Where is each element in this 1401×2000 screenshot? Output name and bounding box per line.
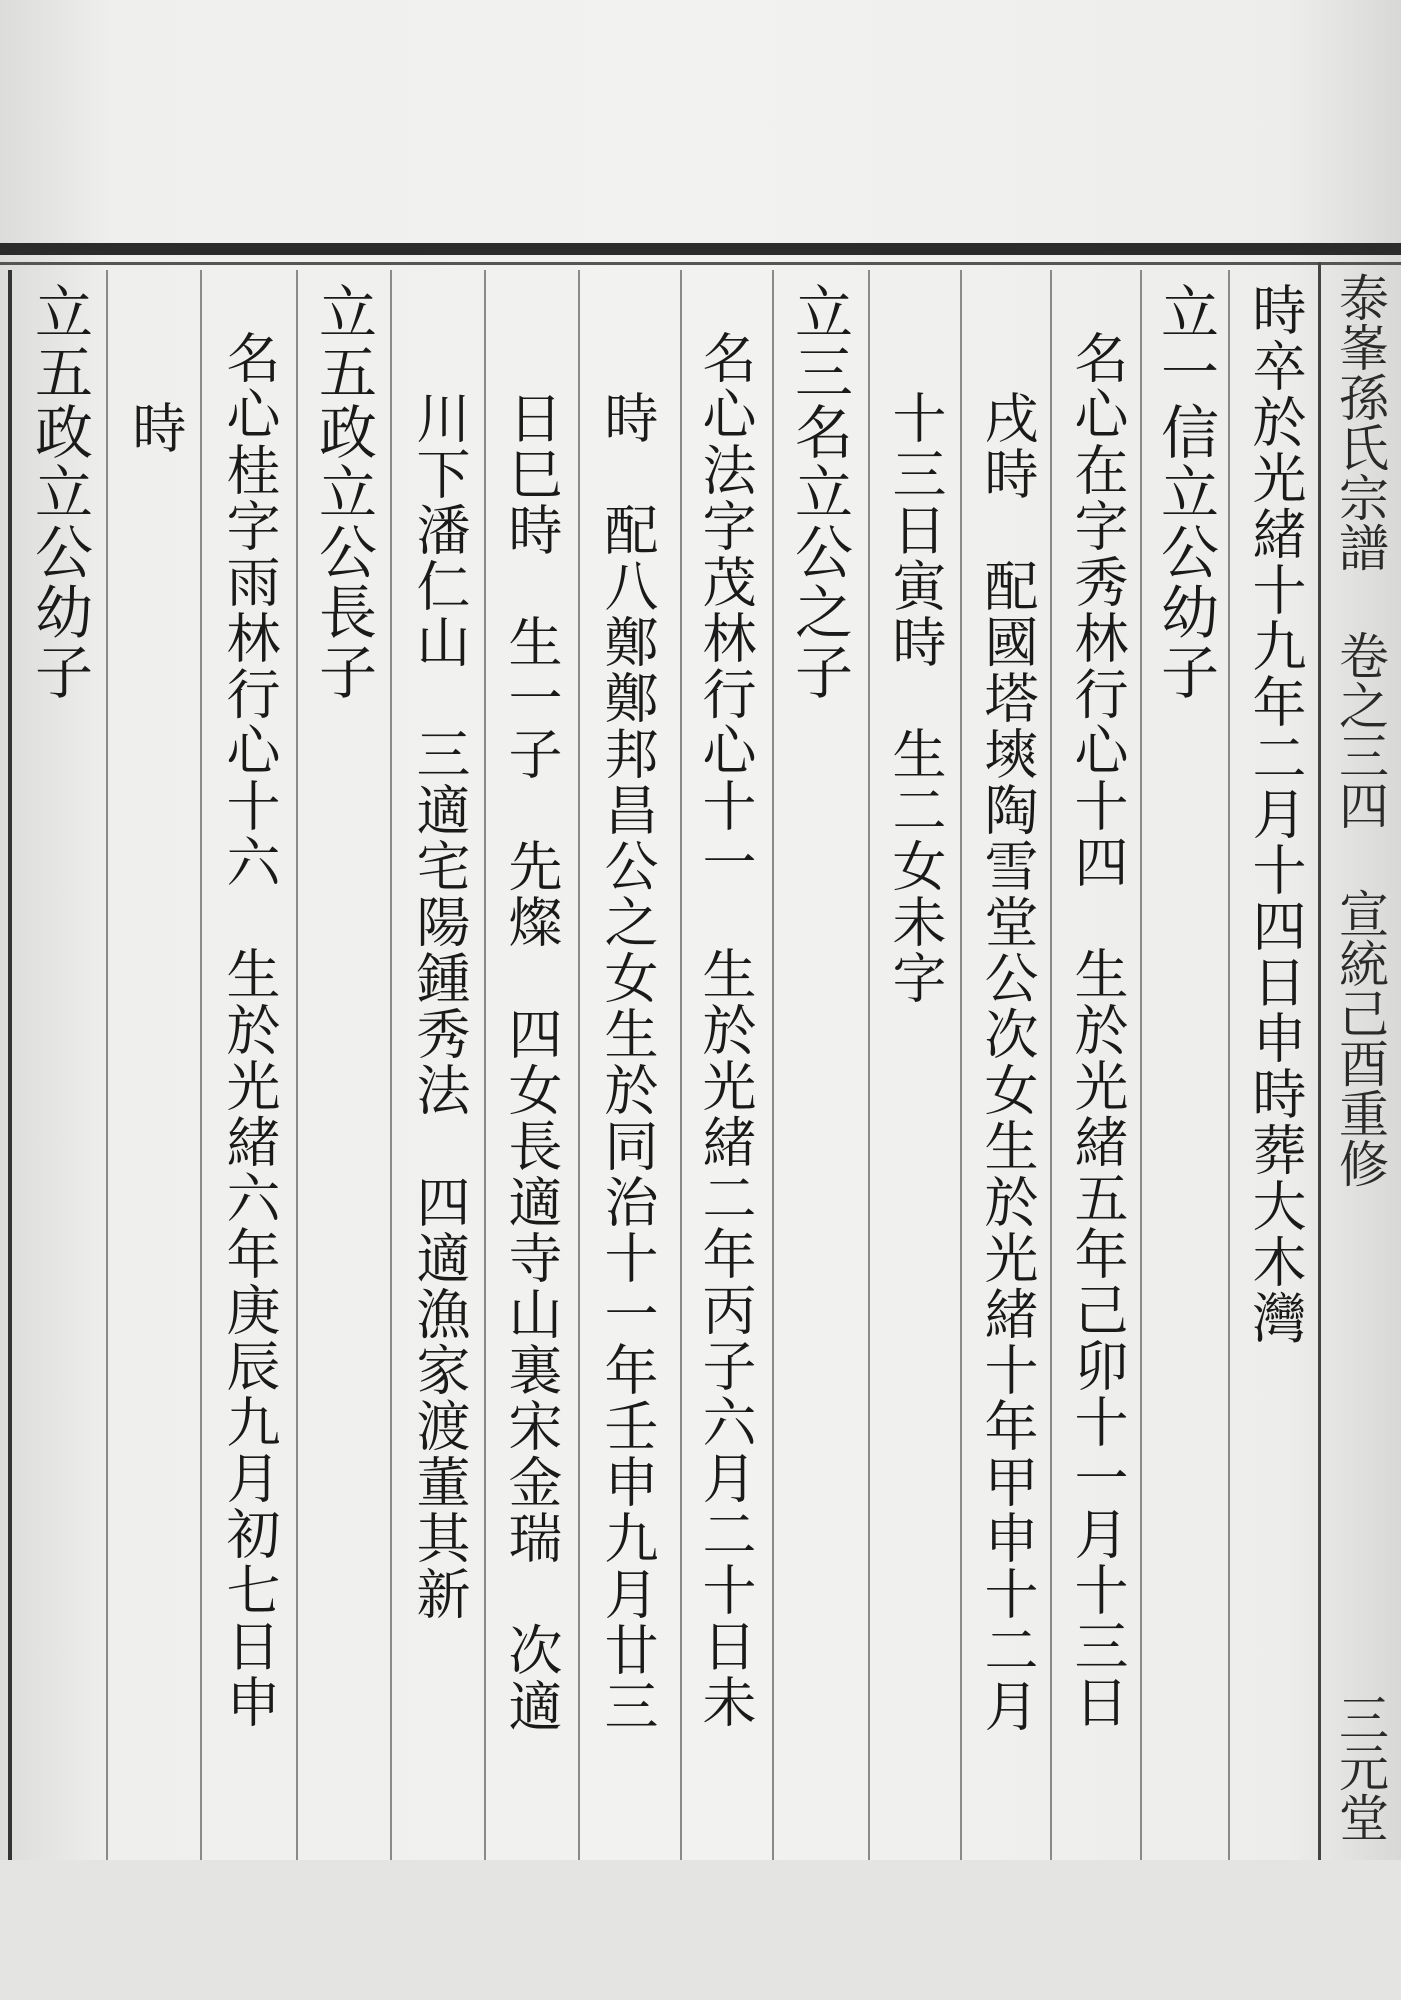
column-divider [772, 270, 774, 1860]
genealogy-title: 泰峯孫氏宗譜 卷之三四 宣統己酉重修 [1331, 272, 1389, 1188]
text-column-1: 時卒於光緒十九年二月十四日申時葬大木灣 [1244, 282, 1307, 1346]
column-divider [1050, 270, 1052, 1860]
top-border-rule [0, 243, 1401, 255]
text-column-9: 日巳時 生一子 先燦 四女長適寺山裏宋金瑞 次適 [500, 390, 563, 1734]
text-column-6: 立三名立公之子 [785, 282, 853, 702]
hall-name: 三元堂 [1331, 1692, 1389, 1842]
text-column-13: 時 [124, 400, 187, 456]
column-divider [484, 270, 486, 1860]
text-column-4: 戌時 配國塔塽陶雪堂公次女生於光緒十年甲申十二月 [976, 390, 1039, 1734]
column-divider [106, 270, 108, 1860]
column-divider [390, 270, 392, 1860]
text-column-10: 川下潘仁山 三適宅陽鍾秀法 四適漁家渡董其新 [408, 390, 471, 1622]
text-column-12: 名心桂字雨林行心十六 生於光緒六年庚辰九月初七日申 [218, 330, 281, 1730]
text-column-11: 立五政立公長子 [309, 282, 377, 702]
column-divider [1228, 270, 1230, 1860]
margin-rule [1318, 262, 1321, 1860]
text-column-7: 名心法字茂林行心十一 生於光緒二年丙子六月二十日未 [694, 330, 757, 1730]
text-column-2: 立一信立公幼子 [1151, 282, 1219, 702]
column-divider [960, 270, 962, 1860]
column-divider [868, 270, 870, 1860]
text-column-14: 立五政立公幼子 [25, 282, 93, 702]
column-divider [200, 270, 202, 1860]
text-column-8: 時 配八鄭鄭邦昌公之女生於同治十一年壬申九月廿三 [596, 390, 659, 1734]
text-column-5: 十三日寅時 生二女未字 [884, 390, 947, 1006]
text-column-3: 名心在字秀林行心十四 生於光緒五年己卯十一月十三日 [1066, 330, 1129, 1730]
column-divider [296, 270, 298, 1860]
bottom-margin [0, 1860, 1401, 2000]
top-border-thin-rule [0, 262, 1401, 265]
margin-title-strip [1322, 262, 1401, 1862]
column-divider [578, 270, 580, 1860]
column-divider [1140, 270, 1142, 1860]
column-divider [680, 270, 682, 1860]
